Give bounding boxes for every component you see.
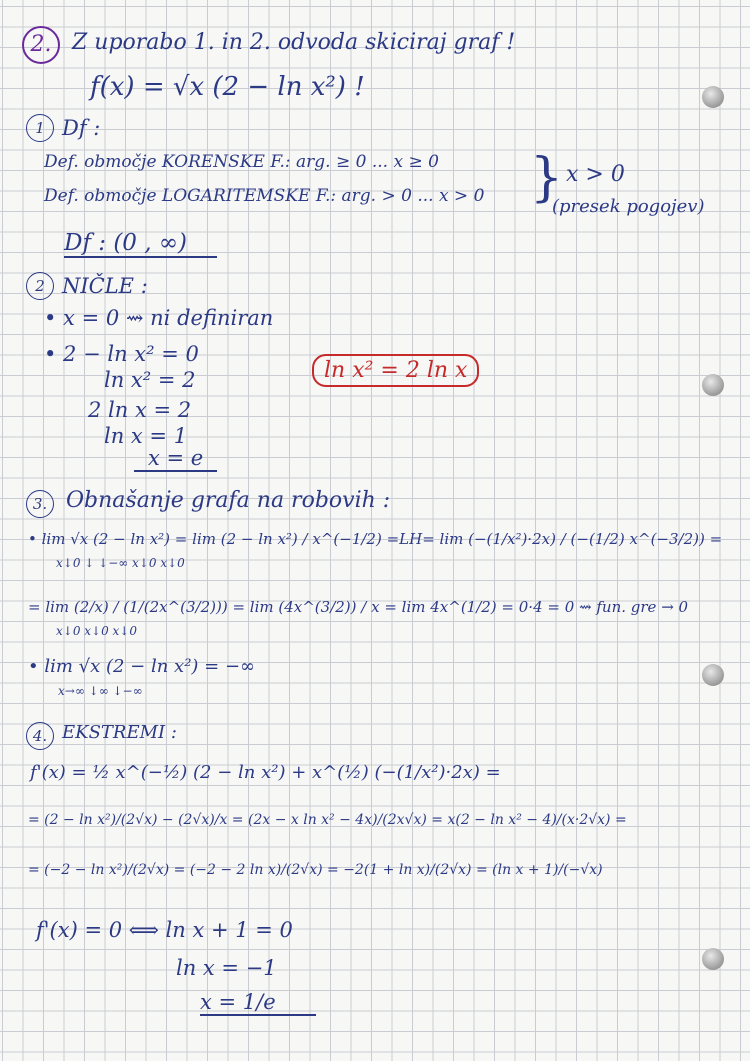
section-4-number: 4. (26, 722, 54, 750)
section-3-limit-2-sub: x↓0 x↓0 x↓0 (56, 624, 137, 638)
section-4-derivative-1: f'(x) = ½ x^(−½) (2 − ln x²) + x^(½) (−(1/x²)·2x) = (30, 762, 501, 783)
section-3-limit-3-sub: x→∞ ↓∞ ↓−∞ (58, 684, 143, 698)
section-1-domain: Df : (0 , ∞) (64, 230, 217, 258)
binder-hole-2 (702, 374, 724, 396)
section-4-equation-1: f'(x) = 0 ⟺ ln x + 1 = 0 (36, 918, 293, 942)
section-2-boxed-identity: ln x² = 2 ln x (312, 354, 479, 387)
section-4-extremum-x: x = 1/e (200, 990, 316, 1016)
section-3-limit-3: • lim √x (2 − ln x²) = −∞ (28, 656, 256, 677)
section-3-limit-2: = lim (2/x) / (1/(2x^(3/2))) = lim (4x^(3/2)) / x = lim 4x^(1/2) = 0·4 = 0 ⇝ fun. gre → 0 (28, 598, 689, 616)
section-2-line-b3: 2 ln x = 2 (88, 398, 192, 422)
section-4-derivative-2: = (2 − ln x²)/(2√x) − (2√x)/x = (2x − x ln x² − 4x)/(2x√x) = x(2 − ln x² − 4)/(x·2√x) = (28, 812, 627, 828)
section-2-number: 2 (26, 272, 54, 300)
section-1-line-1: Def. območje KORENSKE F.: arg. ≥ 0 ... x ≥ 0 (44, 152, 439, 172)
section-1-brace: } (530, 148, 564, 208)
section-2-line-b1: • 2 − ln x² = 0 (44, 342, 199, 366)
section-2-root: x = e (134, 446, 217, 472)
binder-hole-4 (702, 948, 724, 970)
section-1-result: x > 0 (566, 162, 625, 187)
problem-number: 2. (22, 26, 60, 64)
section-1-note: (presek pogojev) (552, 196, 705, 217)
section-1-line-2: Def. območje LOGARITEMSKE F.: arg. > 0 ... x > 0 (44, 186, 485, 206)
section-2-title: NIČLE : (62, 274, 148, 298)
problem-title: Z uporabo 1. in 2. odvoda skiciraj graf ! (72, 30, 516, 55)
section-3-limit-1: • lim √x (2 − ln x²) = lim (2 − ln x²) / x^(−1/2) =LH= lim (−(1/x²)·2x) / (−(1/2) x^(−3/2)) = (28, 530, 723, 548)
section-4-equation-2: ln x = −1 (176, 956, 277, 980)
section-4-title: EKSTREMI : (62, 722, 177, 743)
problem-function: f(x) = √x (2 − ln x²) ! (90, 72, 365, 102)
section-3-number: 3. (26, 490, 54, 518)
section-3-title: Obnašanje grafa na robovih : (66, 488, 391, 513)
binder-hole-1 (702, 86, 724, 108)
section-1-title: Df : (62, 116, 101, 140)
section-2-line-b4: ln x = 1 (104, 424, 188, 448)
section-2-line-a: • x = 0 ⇝ ni definiran (44, 306, 274, 330)
binder-hole-3 (702, 664, 724, 686)
section-2-line-b2: ln x² = 2 (104, 368, 196, 392)
section-3-limit-1-sub: x↓0 ↓ ↓−∞ x↓0 x↓0 (56, 556, 185, 570)
section-1-number: 1 (26, 114, 54, 142)
section-4-derivative-3: = (−2 − ln x²)/(2√x) = (−2 − 2 ln x)/(2√x) = −2(1 + ln x)/(2√x) = (ln x + 1)/(−√x) (28, 862, 603, 878)
